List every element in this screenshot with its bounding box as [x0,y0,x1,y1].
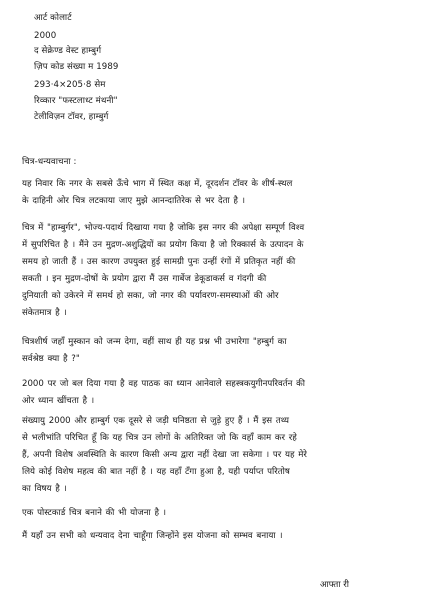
paragraph-line: मैं यहाँ उन सभी को धन्यवाद देना चाहूँगा जिन्होंने इस योजना को सम्भव बनाया । [22,531,283,541]
paragraph-line: समय हो जाती हैं । उस कारण उपयुक्त हुई सामग्री पुनः उन्हीं रंगों में प्रतिकृत नहीं की [22,257,296,267]
paragraph-2 [22,220,422,322]
author-name: आर्ट कोलार्ट [34,13,72,23]
paragraph-line: चित्रशीर्ष जहाँ मुस्कान को जन्म देगा, वहीं साथ ही यह प्रश्न भी उभारेगा "हम्बुर्ग का [22,337,287,347]
signature: आफ्ता री [320,580,350,590]
paragraph-line: दुनियाती को उकेरने में समर्थ हो सका, जो नगर की पर्यावरण-समस्याओं की ओर [22,291,279,301]
paragraph-line: 2000 पर जो बल दिया गया है वह पाठक का ध्यान आनेवाले सहस्त्रकयुगीनपरिवर्तन की [22,379,305,389]
material-line: रिव्कार "फस्टलाध्ट मंथनी" [34,96,118,106]
paragraph-line: एक पोस्टकार्ड चित्र बनाने की भी योजना है । [22,508,167,518]
location-line: टेलीविज़न टॉवर, हाम्बुर्ग [34,112,109,122]
artwork-year: 2000 [34,31,57,41]
paragraph-7 [22,528,422,545]
paragraph-line: यह निवार कि नगर के सबसे ऊँचे भाग में स्थित कक्ष में, दूरदर्शन टॉवर के शीर्ष-स्थल [22,179,293,189]
paragraph-line: चित्र में "हाम्बुर्गर", भोज्य-पदार्थ दिखाया गया है जोकि इस नगर की अपेक्षा सम्पूर्ण विश्व [22,223,305,233]
paragraph-line: ओर ध्यान खींचता है । [22,396,95,406]
paragraph-line: सकती । इन मुद्रण-दोषों के प्रयोग द्वारा मैं उस गार्बेज डेकूडाकर्स व गंदगी की [22,274,267,284]
paragraph-line: में सुपरिचित है । मैंने उन मुद्रण-अशुद्धियों का प्रयोग किया है जो रिक्कार्स के उत्पादन के [22,240,304,250]
paragraph-line: से भलीभांति परिचित हूँ कि यह चित्र उन लोगों के अतिरिक्त जो कि वहाँ काम कर रहे [22,433,297,443]
dimensions-line: 293·4×205·8 सेम [34,80,106,90]
paragraph-line: के दाहिनी ओर चित्र लटकाया जाए मुझे आनन्दातिरेक से भर देता है । [22,196,245,206]
paragraph-line: का विषय है । [22,484,67,494]
zip-code-line: ज़िप कोड संख्या म 1989 [34,62,119,72]
paragraph-4 [22,376,422,410]
paragraph-5 [22,413,422,498]
paragraph-line: लिये कोई विशेष महत्व की बात नहीं है । यह वहाँ टँगा हुआ है, यही पर्याप्त परितोष [22,467,290,477]
paragraph-line: संख्यायु 2000 और हाम्बुर्ग एक दूसरे से जड़ी घनिष्ठता से जुड़े हुए हैं । मैं इस तथ्य [22,416,290,426]
paragraph-line: सर्वश्रेष्ठ क्या है ?" [22,354,80,364]
paragraph-line: संकेतमात्र है । [22,308,67,318]
artwork-title: द सेक्रेण्ड वेस्ट हाम्बुर्ग [34,46,102,56]
paragraph-6 [22,505,422,522]
paragraph-line: हैं, अपनी विशेष अवस्थिति के कारण किसी अन्य द्वारा नहीं देखा जा सकेगा । पर यह मेरे [22,450,307,460]
paragraph-1 [22,176,422,210]
paragraph-3 [22,334,422,368]
salutation: चित्र-धन्यवाचना : [22,157,77,167]
